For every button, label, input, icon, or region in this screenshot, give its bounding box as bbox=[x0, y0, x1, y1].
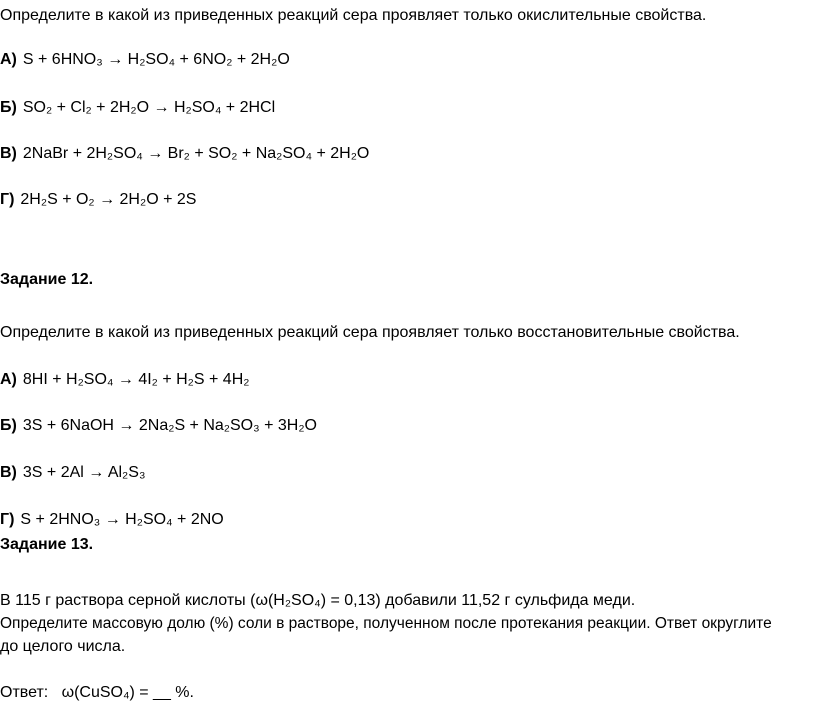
task11-option-a bbox=[0, 50, 290, 70]
option-letter: В) bbox=[0, 464, 17, 481]
task12-option-b bbox=[0, 416, 317, 436]
task13-line-3: до целого числа. bbox=[0, 638, 126, 655]
option-letter: А) bbox=[0, 51, 17, 68]
option-letter: Г) bbox=[0, 191, 15, 208]
task12-option-d bbox=[0, 510, 224, 530]
option-equation: 2NaBr + 2H₂SO₄ → Br₂ + SO₂ + Na₂SO₄ + 2H₂O bbox=[22, 145, 370, 162]
option-equation: S + 2HNO₃ → H₂SO₄ + 2NO bbox=[20, 511, 224, 528]
option-equation: 3S + 2Al → Al₂S₃ bbox=[22, 464, 146, 481]
task11-option-b bbox=[0, 98, 275, 118]
task12-option-c bbox=[0, 463, 145, 483]
task12-question: Определите в какой из приведенных реакций сера проявляет только восстановительные свойства. bbox=[0, 324, 740, 341]
option-equation: SO₂ + Cl₂ + 2H₂O → H₂SO₄ + 2HCl bbox=[22, 99, 276, 116]
option-equation: S + 6HNO₃ → H₂SO₄ + 6NO₂ + 2H₂O bbox=[22, 51, 290, 68]
option-equation: 2H₂S + O₂ → 2H₂O + 2S bbox=[20, 191, 197, 208]
option-equation: 8HI + H₂SO₄ → 4I₂ + H₂S + 4H₂ bbox=[22, 371, 250, 388]
task12-title: Задание 12. bbox=[0, 271, 94, 288]
option-equation: 3S + 6NaOH → 2Na₂S + Na₂SO₃ + 3H₂O bbox=[22, 417, 317, 434]
task13-line-2: Определите массовую долю (%) соли в растворе, полученном после протекания реакции. Ответ округлите bbox=[0, 615, 772, 632]
option-letter: В) bbox=[0, 145, 17, 162]
task12-option-a bbox=[0, 370, 249, 390]
task13-answer: Ответ: ω(CuSO₄) = __ %. bbox=[0, 684, 194, 701]
task11-option-d bbox=[0, 190, 196, 210]
task11-option-c bbox=[0, 144, 369, 164]
task13-line-1: В 115 г раствора серной кислоты (ω(H₂SO₄) = 0,13) добавили 11,52 г сульфида меди. bbox=[0, 592, 636, 609]
task13-title: Задание 13. bbox=[0, 536, 94, 553]
option-letter: Б) bbox=[0, 417, 17, 434]
option-letter: Б) bbox=[0, 99, 17, 116]
option-letter: А) bbox=[0, 371, 17, 388]
option-letter: Г) bbox=[0, 511, 15, 528]
task11-question: Определите в какой из приведенных реакций сера проявляет только окислительные свойства. bbox=[0, 7, 707, 24]
